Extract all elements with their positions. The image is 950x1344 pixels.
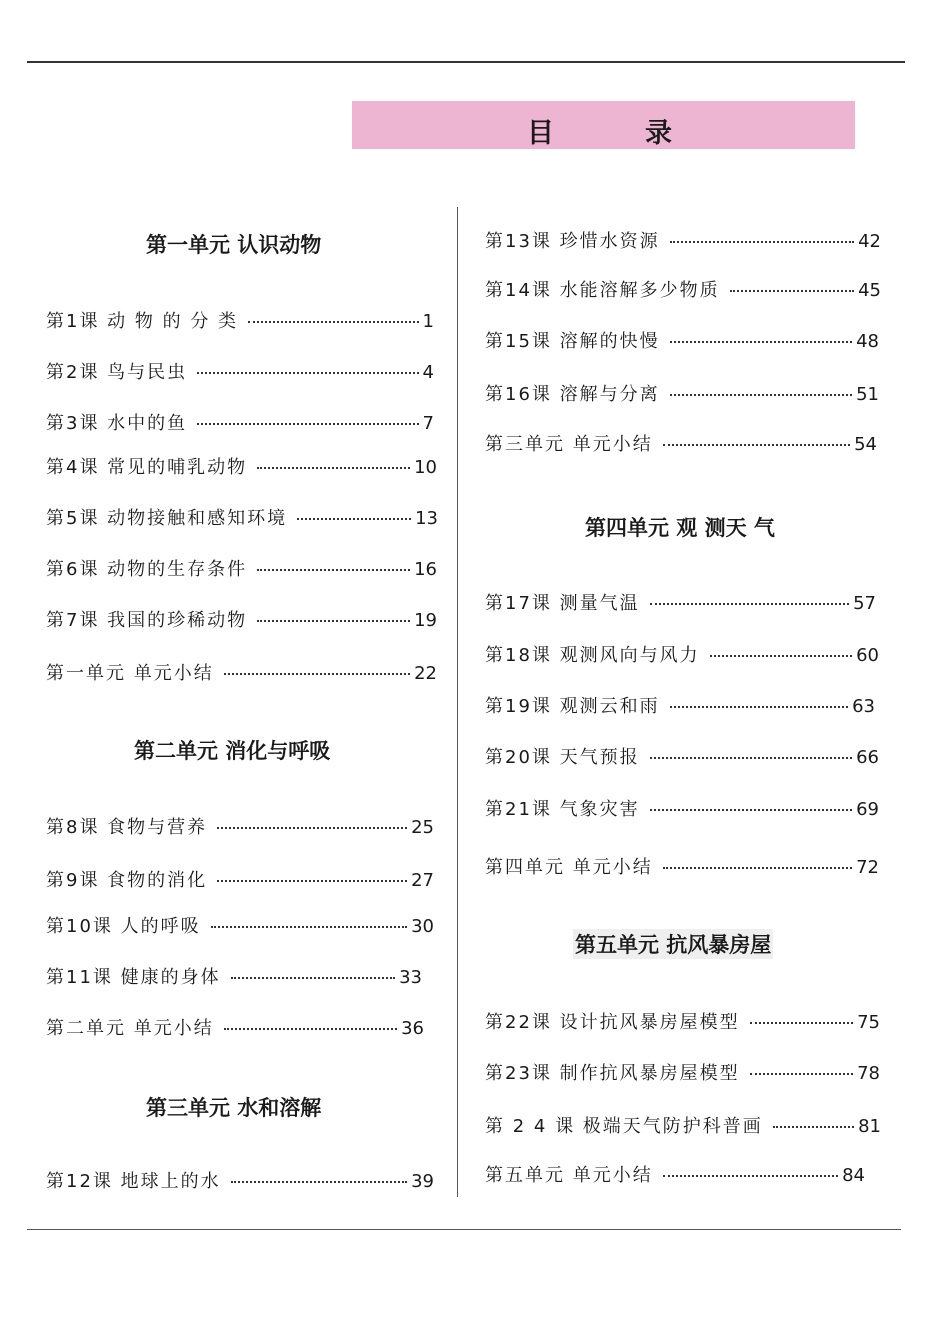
- leader-dots: [773, 1126, 854, 1128]
- toc-entry[interactable]: [46, 504, 438, 530]
- top-rule: [27, 61, 905, 63]
- entry-page: 1: [422, 311, 434, 332]
- leader-dots: [710, 655, 852, 657]
- toc-entry[interactable]: [485, 1008, 880, 1034]
- leader-dots: [217, 827, 407, 829]
- entry-label: 第13课 珍惜水资源: [485, 231, 660, 252]
- toc-entry[interactable]: [485, 641, 879, 667]
- unit-heading-1: 第一单元 认识动物: [146, 233, 322, 257]
- entry-label: 第 2 4 课 极端天气防护科普画: [485, 1116, 763, 1137]
- entry-page: 81: [858, 1116, 881, 1137]
- entry-page: 78: [857, 1063, 880, 1084]
- toc-entry[interactable]: [485, 1112, 881, 1138]
- entry-label: 第7课 我国的珍稀动物: [46, 610, 248, 631]
- leader-dots: [231, 1181, 407, 1183]
- toc-entry[interactable]: [485, 276, 881, 302]
- toc-entry[interactable]: [485, 692, 875, 718]
- toc-entry[interactable]: [46, 409, 434, 435]
- leader-dots: [650, 809, 852, 811]
- toc-entry[interactable]: [46, 659, 437, 685]
- entry-page: 16: [414, 559, 437, 580]
- toc-entry[interactable]: [485, 1059, 880, 1085]
- entry-label: 第2课 鸟与民虫: [46, 362, 188, 383]
- entry-label: 第21课 气象灾害: [485, 799, 640, 820]
- entry-page: 33: [399, 967, 422, 988]
- toc-entry[interactable]: [46, 963, 422, 989]
- entry-page: 48: [856, 331, 879, 352]
- leader-dots: [750, 1022, 853, 1024]
- entry-page: 4: [422, 362, 434, 383]
- entry-label: 第16课 溶解与分离: [485, 384, 660, 405]
- entry-page: 25: [411, 817, 434, 838]
- unit-heading-2: 第二单元 消化与呼吸: [134, 739, 331, 763]
- entry-label: 第8课 食物与营养: [46, 817, 208, 838]
- leader-dots: [257, 620, 410, 622]
- entry-page: 51: [856, 384, 879, 405]
- leader-dots: [670, 394, 852, 396]
- entry-label: 第3课 水中的鱼: [46, 413, 188, 434]
- toc-entry[interactable]: [485, 743, 879, 769]
- toc-entry[interactable]: [46, 606, 437, 632]
- leader-dots: [257, 569, 410, 571]
- entry-label: 第14课 水能溶解多少物质: [485, 280, 720, 301]
- toc-entry[interactable]: [485, 227, 881, 253]
- entry-label: 第6课 动物的生存条件: [46, 559, 248, 580]
- entry-page: 84: [842, 1165, 865, 1186]
- toc-entry[interactable]: [485, 380, 879, 406]
- toc-entry[interactable]: [485, 1161, 865, 1187]
- entry-label: 第1课 动 物 的 分 类: [46, 311, 239, 332]
- toc-entry[interactable]: [485, 853, 879, 879]
- leader-dots: [224, 673, 410, 675]
- entry-page: 60: [856, 645, 879, 666]
- entry-label: 第9课 食物的消化: [46, 870, 208, 891]
- entry-label: 第18课 观测风向与风力: [485, 645, 700, 666]
- entry-label: 第15课 溶解的快慢: [485, 331, 660, 352]
- leader-dots: [224, 1028, 397, 1030]
- toc-entry[interactable]: [485, 327, 879, 353]
- leader-dots: [197, 423, 418, 425]
- toc-entry[interactable]: [46, 866, 434, 892]
- leader-dots: [297, 518, 411, 520]
- entry-page: 36: [401, 1018, 424, 1039]
- unit-heading-5: 第五单元 抗风暴房屋: [573, 929, 773, 959]
- leader-dots: [663, 1175, 838, 1177]
- leader-dots: [730, 290, 854, 292]
- entry-page: 19: [414, 610, 437, 631]
- leader-dots: [650, 757, 852, 759]
- entry-page: 27: [411, 870, 434, 891]
- leader-dots: [257, 467, 410, 469]
- entry-label: 第三单元 单元小结: [485, 434, 653, 455]
- entry-label: 第五单元 单元小结: [485, 1165, 653, 1186]
- leader-dots: [663, 444, 850, 446]
- entry-page: 30: [411, 916, 434, 937]
- entry-page: 57: [853, 593, 876, 614]
- entry-page: 72: [856, 857, 879, 878]
- entry-page: 42: [858, 231, 881, 252]
- unit-heading-3: 第三单元 水和溶解: [146, 1096, 322, 1120]
- toc-entry[interactable]: [46, 912, 434, 938]
- entry-label: 第10课 人的呼吸: [46, 916, 201, 937]
- leader-dots: [248, 321, 418, 323]
- leader-dots: [197, 372, 418, 374]
- entry-page: 13: [415, 508, 438, 529]
- entry-page: 10: [414, 457, 437, 478]
- leader-dots: [217, 880, 407, 882]
- entry-label: 第17课 测量气温: [485, 593, 640, 614]
- leader-dots: [670, 341, 852, 343]
- toc-entry[interactable]: [46, 307, 434, 333]
- entry-label: 第一单元 单元小结: [46, 663, 214, 684]
- toc-entry[interactable]: [46, 1014, 424, 1040]
- entry-label: 第5课 动物接触和感知环境: [46, 508, 288, 529]
- toc-entry[interactable]: [46, 555, 437, 581]
- entry-page: 22: [414, 663, 437, 684]
- entry-label: 第19课 观测云和雨: [485, 696, 660, 717]
- toc-entry[interactable]: [46, 813, 434, 839]
- toc-entry[interactable]: [46, 1167, 434, 1193]
- column-divider: [457, 207, 458, 1197]
- entry-label: 第12课 地球上的水: [46, 1171, 221, 1192]
- leader-dots: [670, 241, 854, 243]
- entry-page: 69: [856, 799, 879, 820]
- entry-page: 45: [858, 280, 881, 301]
- entry-page: 7: [422, 413, 434, 434]
- entry-label: 第4课 常见的哺乳动物: [46, 457, 248, 478]
- entry-label: 第23课 制作抗风暴房屋模型: [485, 1063, 740, 1084]
- entry-page: 66: [856, 747, 879, 768]
- toc-entry[interactable]: [485, 430, 877, 456]
- entry-page: 63: [852, 696, 875, 717]
- bottom-rule: [27, 1229, 901, 1230]
- entry-label: 第11课 健康的身体: [46, 967, 221, 988]
- toc-entry[interactable]: [485, 795, 879, 821]
- leader-dots: [663, 867, 852, 869]
- leader-dots: [231, 977, 395, 979]
- unit-heading-4: 第四单元 观 测天 气: [585, 516, 775, 540]
- leader-dots: [750, 1073, 853, 1075]
- page-title: 目 录: [527, 118, 704, 149]
- leader-dots: [650, 603, 849, 605]
- entry-label: 第二单元 单元小结: [46, 1018, 214, 1039]
- entry-label: 第四单元 单元小结: [485, 857, 653, 878]
- toc-entry[interactable]: [485, 589, 876, 615]
- leader-dots: [211, 926, 407, 928]
- entry-page: 39: [411, 1171, 434, 1192]
- toc-entry[interactable]: [46, 453, 437, 479]
- leader-dots: [670, 706, 848, 708]
- entry-label: 第22课 设计抗风暴房屋模型: [485, 1012, 740, 1033]
- toc-entry[interactable]: [46, 358, 434, 384]
- entry-page: 75: [857, 1012, 880, 1033]
- title-banner: [352, 101, 855, 149]
- entry-label: 第20课 天气预报: [485, 747, 640, 768]
- entry-page: 54: [854, 434, 877, 455]
